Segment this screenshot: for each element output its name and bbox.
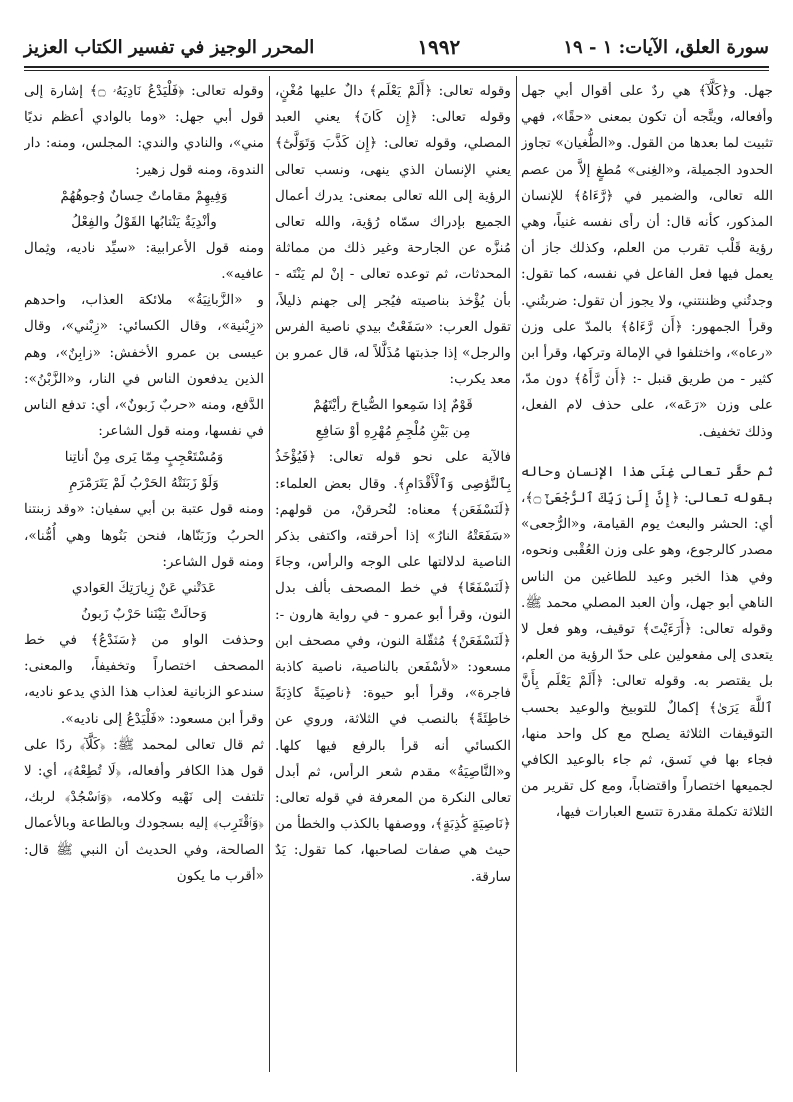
column-middle	[275, 78, 511, 1078]
header-rule	[24, 66, 769, 68]
poetry-verse-line: قَوْمٌ إذا سَمِعوا الصُّياحَ رأيْتَهُمْ	[313, 397, 473, 414]
page-header	[24, 30, 769, 64]
header-rule-thin	[24, 70, 769, 71]
column-divider-right	[516, 76, 517, 1072]
paragraph: جهل. و﴿كَلَّآ﴾ هي ردٌ على أقوال أبي جهل وأفعاله، ويتَّجه أن تكون بمعنى «حقًا»، فهي تثبيت لما بعدها من القول. و«الطُّغيان» تجاوز الحدود الجميلة، و«الغِنى» مُطغٍ إلاَّ من عصم الله تعالى، والضمير في ﴿رَّءَاهُ﴾ للإنسان المذكور، كأنه قال: أن رأى نفسه غنياً، وهي رؤية قَلْب تقرب من العلم، وكذلك جاز أن يعمل فيها فعل الفاعل في نفسه، كما تقول: وجدتُني وظننتني، ولا يجوز أن تقول: ضربتُني. وقرأ الجمهور: ﴿أَن رَّءَاهُ﴾ بالمدّ على وزن «رعاه»، واختلفوا في الإمالة وتركها، وقرأ ابن كثير - من طريق قنبل -: ﴿أَن رَّأَهُ﴾ دون مدّ، على وزن «رَعَه»، على حذف لام الفعل، وذلك تخفيف.	[521, 83, 773, 440]
column-left	[24, 78, 264, 1078]
poetry-verse-line: وَفِيهِمْ مقاماتٌ حِسانٌ وُجوهُهُمْ	[60, 187, 228, 204]
book-title: المحرر الوجيز في تفسير الكتاب العزيز	[24, 36, 315, 58]
paragraph: وقوله تعالى: ﴿أَلَمْ يَعْلَم﴾ دالٌ عليها مُغْنٍ، وقوله تعالى: ﴿إِن كَانَ﴾ يعني العبد المصلي، وقوله تعالى: ﴿إِن كَذَّبَ وَتَوَلَّىٰٓ﴾ يعني الإنسان الذي ينهى، ونسب تعالى الرؤية إلى الله تعالى بمعنى: يدرك أعمال الجميع بإدراك سمّاه رُؤية، والله تعالى مُنزَّه عن الجارحة وغير ذلك من مماثلة المحدثات، ثم توعده تعالى - إنْ لم يَنْتَه - بأن يُؤْخذ بناصيته فيُجر إلى جهنم ذليلاً، تقول العرب: «سَفَعْتُ بيدي ناصية الفرس والرجل» إذا جذبتها مُذَلَّلاً له، قال عمرو بن معد يكرب:	[275, 83, 511, 388]
column-right	[521, 78, 773, 1078]
paragraph: ومنه قول عتبة بن أبي سفيان: «وقد زبنتنا الحربُ وزَبَنّاها، فنحن بَنُوها وهي أُمُّنا»، ومنه قول الشاعر:	[24, 501, 264, 570]
surah-ayat-heading: سورة العلق، الآيات: ١ - ١٩	[563, 36, 769, 58]
paragraph: فالآية على نحو قوله تعالى: ﴿فَيُؤْخَذُ بِٱلنَّوَٰصِى وَٱلْأَقْدَامِ﴾. وقال بعض العلماء: ﴿لَنَسْفَعَن﴾ معناه: لنُحرقنْ، من قولهم: «سَفَعَتْهُ النارُ» إذا أحرقته، واكتفى بذكر الناصية لدلالتها على الوجه والرأس، وجاءَ ﴿لَنَسْفَعًا﴾ في خط المصحف بألف بدل النون، وقرأ أبو عمرو - في رواية هارون -: ﴿لَنَسْفَعَنْ﴾ مُثقّلة النون، وفي مصحف ابن مسعود: «لأسْفَعن بالناصية، ناصية كاذبة فاجرة»، وقرأ أبو حيوة: ﴿ناصِيَةً كاذِبَةً خاطِئَةً﴾ بالنصب في الثلاثة، وروي عن الكسائي أنه قرأ بالرفع فيها كلها. و«النَّاصِيَةُ» مقدم شعر الرأس، ثم أبدل تعالى النكرة من المعرفة في قوله تعالى: ﴿نَاصِيَةٍ كَٰذِبَةٍ﴾، ووصفها بالكذب والخطأ من حيث هي صفات لصاحبها، كما تقول: يَدٌ سارقة.	[275, 449, 511, 885]
paragraph: ومنه قول الأعرابية: «سيِّد ناديه، وثِمال عافيه».	[24, 239, 264, 283]
paragraph: و «الزَّبانِيَةُ» ملائكة العذاب، واحدهم «زِبْنية»، وقال الكسائي: «زِبْني»، وقال عيسى بن عمرو الأخفش: «زابِنٌ»، وهم الذين يدفعون الناس في النار، و«الزَّبْنُ»: الدَّفع، ومنه «حربٌ زَبونٌ»، أي: تدفع الناس في نفسها، ومنه قول الشاعر:	[24, 292, 264, 440]
column-divider-left	[269, 76, 270, 1072]
poetry-verse-line: وَلَوْ زَبَنَتْهُ الحَرْبُ لَمْ يَتَرَمْرَمِ	[69, 475, 219, 492]
paragraph: وقوله تعالى: ﴿فَلْيَدْعُ نَادِيَهُۥ ۝﴾ إشارة إلى قول أبي جهل: «وما بالوادي أعظم نديًا مني»، والنادي والندي: المجلس، ومنه: دار الندوة، ومنه قول زهير:	[24, 83, 264, 178]
poetry-verse-line: وأنْدِيَةٌ يَنْتابُها القَوْلُ والفِعْلُ	[71, 213, 217, 230]
paragraph: ثم حقَّر تعالى غِنَى هذا الإنسان وحاله بقوله تعالى: ﴿إِنَّ إِلَىٰ رَبِّكَ ٱلرُّجْعَىٰٓ ۝﴾، أي: الحشر والبعث يوم القيامة، و«الرُّجعى» مصدر كالرجوع، وهو على وزن العُقْبى ونحوه، وفي هذا الخبر وعيد للطاغين من الناس الناهي أبو جهل، وأن العبد المصلي محمد ﷺ. وقوله تعالى: ﴿أَرَءَيْتَ﴾ توقيف، وهو فعل لا يتعدى إلى مفعولين على حدّ الرؤية من العلم، بل يقتصر به. وقوله تعالى: ﴿أَلَمْ يَعْلَم بِأَنَّ ٱللَّهَ يَرَىٰ﴾ إكمالٌ للتوبيخ والوعيد بحسب التوقيفات الثلاثة يصلح مع كل واحد منها، فجاء بها في نَسق، ثم جاء بالوعيد الكافي لجميعها اختصاراً واقتضاباً، ومع كل تقرير من الثلاثة تكملة مقدرة تتسع العبارات فيها،	[521, 463, 773, 821]
poetry-verse-line: وَمُسْتَعْجِبٍ مِمّا يَرى مِنْ أناتِنا	[64, 449, 224, 466]
poetry-verse-line: مِن بَيْنِ مُلْجِمِ مُهْرِهِ أوْ سَافِعِ	[315, 423, 471, 440]
poetry-verse-line: عَدَتْني عَنْ زِيارَتِكَ العَوادي	[71, 580, 217, 597]
page-number: ١٩٩٢	[417, 35, 461, 59]
paragraph: وحذفت الواو من ﴿سَنَدْعُ﴾ في خط المصحف اختصاراً وتخفيفاً، والمعنى: سندعو الزبانية لعذاب هذا الذي يدعو ناديه، وقرأ ابن مسعود: «فَلْيَدْعُ إلى ناديه».	[24, 632, 264, 727]
paragraph: ثم قال تعالى لمحمد ﷺ: ﴿كَلَّآ﴾ ردًا على قول هذا الكافر وأفعاله، ﴿لَا تُطِعْهُ﴾، أي: لا تلتفت إلى نَهْيه وكلامه، ﴿وَٱسْجُدْ﴾ لربك، ﴿وَٱقْتَرِب﴾ إليه بسجودك وبالطاعة وبالأعمال الصالحة، وفي الحديث أن النبي ﷺ قال: «أقرب ما يكون	[24, 736, 264, 884]
poetry-verse-line: وَحالَتْ بَيْنَنا حَرْبٌ زَبونُ	[81, 606, 207, 623]
